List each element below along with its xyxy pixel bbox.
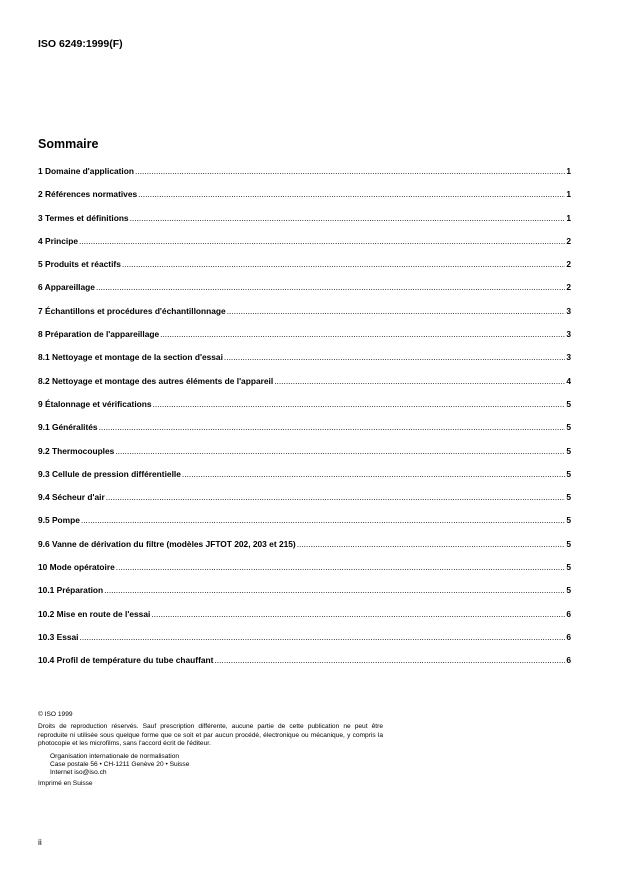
toc-entry-label: 9.6 Vanne de dérivation du filtre (modèles JFTOT 202, 203 et 215) xyxy=(38,538,296,549)
toc-leader-dots xyxy=(130,213,566,223)
toc-entry[interactable] xyxy=(38,585,571,608)
toc-entry[interactable] xyxy=(38,236,571,259)
toc-entry-label: 6 Appareillage xyxy=(38,282,95,293)
toc-entry-label: 8.2 Nettoyage et montage des autres éléments de l'appareil xyxy=(38,375,274,386)
toc-entry-label: 9.1 Généralités xyxy=(38,422,98,433)
toc-entry-label: 2 Références normatives xyxy=(38,189,138,200)
toc-entry-page: 5 xyxy=(566,562,571,573)
toc-entry-page: 6 xyxy=(566,655,571,666)
toc-entry-label: 9.5 Pompe xyxy=(38,515,80,526)
toc-entry-label: 3 Termes et définitions xyxy=(38,212,129,223)
toc-entry-label: 1 Domaine d'application xyxy=(38,166,134,176)
toc-leader-dots xyxy=(227,306,566,316)
toc-entry-page: 5 xyxy=(566,422,571,433)
toc-entry-page: 3 xyxy=(566,305,571,316)
toc-leader-dots xyxy=(104,585,565,595)
org-address: Case postale 56 • CH-1211 Genève 20 • Suisse xyxy=(50,761,190,769)
toc-entry[interactable] xyxy=(38,422,571,445)
toc-entry-page: 5 xyxy=(566,468,571,479)
toc-entry-page: 2 xyxy=(566,259,571,270)
toc-entry-label: 10.1 Préparation xyxy=(38,585,104,596)
toc-entry[interactable] xyxy=(38,376,571,399)
toc-entry[interactable] xyxy=(38,655,571,678)
toc-entry[interactable] xyxy=(38,469,571,492)
toc-entry-page: 1 xyxy=(566,166,571,176)
page-number: ii xyxy=(38,837,42,847)
toc-leader-dots xyxy=(214,655,565,665)
toc-entry-label: 8 Préparation de l'appareillage xyxy=(38,329,160,340)
toc-entry[interactable] xyxy=(38,446,571,469)
toc-entry-label: 5 Produits et réactifs xyxy=(38,259,121,270)
toc-entry-label: 9.4 Sécheur d'air xyxy=(38,492,105,503)
toc-entry-label: 4 Principe xyxy=(38,235,79,246)
toc-entry[interactable] xyxy=(38,515,571,538)
toc-entry-page: 6 xyxy=(566,608,571,619)
toc-entry-page: 5 xyxy=(566,492,571,503)
toc-entry[interactable] xyxy=(38,492,571,515)
toc-entry-page: 1 xyxy=(566,212,571,223)
organization-block xyxy=(50,753,383,778)
toc-entry[interactable] xyxy=(38,189,571,212)
toc-leader-dots xyxy=(99,422,566,432)
toc-entry-label: 10.3 Essai xyxy=(38,631,79,642)
toc-entry-page: 3 xyxy=(566,352,571,363)
toc-entry-label: 9 Étalonnage et vérifications xyxy=(38,398,152,409)
toc-entry-page: 5 xyxy=(566,445,571,456)
toc-leader-dots xyxy=(81,515,565,525)
org-name: Organisation internationale de normalisation xyxy=(50,752,180,760)
toc-entry[interactable] xyxy=(38,632,571,655)
table-of-contents xyxy=(38,166,571,679)
toc-leader-dots xyxy=(115,446,565,456)
toc-entry-page: 2 xyxy=(566,282,571,293)
toc-entry-label: 10.2 Mise en route de l'essai xyxy=(38,608,151,619)
toc-entry[interactable] xyxy=(38,259,571,282)
toc-leader-dots xyxy=(106,492,566,502)
toc-entry-label: 10.4 Profil de température du tube chauffant xyxy=(38,655,214,666)
toc-entry-page: 4 xyxy=(566,375,571,386)
document-id: ISO 6249:1999(F) xyxy=(38,38,123,50)
toc-entry-page: 5 xyxy=(566,538,571,549)
toc-entry[interactable] xyxy=(38,399,571,422)
toc-entry-page: 5 xyxy=(566,398,571,409)
toc-entry-label: 7 Échantillons et procédures d'échantillonnage xyxy=(38,305,226,316)
toc-entry-page: 5 xyxy=(566,585,571,596)
toc-leader-dots xyxy=(116,562,566,572)
toc-entry[interactable] xyxy=(38,539,571,562)
toc-entry-page: 5 xyxy=(566,515,571,526)
toc-entry[interactable] xyxy=(38,282,571,305)
toc-leader-dots xyxy=(96,282,565,292)
toc-leader-dots xyxy=(274,376,565,386)
toc-entry[interactable] xyxy=(38,562,571,585)
toc-leader-dots xyxy=(297,539,566,549)
toc-entry[interactable] xyxy=(38,352,571,375)
toc-entry[interactable] xyxy=(38,213,571,236)
toc-entry-page: 3 xyxy=(566,329,571,340)
toc-leader-dots xyxy=(224,352,565,362)
toc-leader-dots xyxy=(153,399,566,409)
toc-entry-page: 2 xyxy=(566,235,571,246)
toc-entry[interactable] xyxy=(38,609,571,632)
toc-entry[interactable] xyxy=(38,329,571,352)
org-internet: Internet iso@iso.ch xyxy=(50,769,107,777)
rights-text: Droits de reproduction réservés. Sauf prescription différente, aucune partie de cette publication ne peut être reproduite ni utilisée sous quelque forme que ce soit et par aucun procédé, électronique ou mécanique, y compris la photocopie et les microfilms, sans l'accord écrit de l'éditeur. xyxy=(38,723,383,748)
toc-leader-dots xyxy=(79,236,565,246)
toc-leader-dots xyxy=(122,259,565,269)
toc-leader-dots xyxy=(80,632,566,642)
toc-leader-dots xyxy=(182,469,565,479)
toc-entry-label: 9.2 Thermocouples xyxy=(38,445,115,456)
toc-entry-page: 6 xyxy=(566,631,571,642)
toc-leader-dots xyxy=(151,609,565,619)
toc-entry-label: 9.3 Cellule de pression différentielle xyxy=(38,468,181,479)
toc-entry[interactable] xyxy=(38,306,571,329)
toc-entry[interactable] xyxy=(38,166,571,189)
toc-entry-label: 8.1 Nettoyage et montage de la section d'essai xyxy=(38,352,223,363)
toc-entry-page: 1 xyxy=(566,189,571,200)
printed-in: Imprimé en Suisse xyxy=(38,779,93,787)
copyright-notice xyxy=(38,711,383,788)
toc-title: Sommaire xyxy=(38,137,99,151)
toc-leader-dots xyxy=(160,329,565,339)
toc-leader-dots xyxy=(138,189,565,199)
copyright-line: © ISO 1999 xyxy=(38,711,73,718)
toc-leader-dots xyxy=(135,166,565,176)
toc-entry-label: 10 Mode opératoire xyxy=(38,562,115,573)
